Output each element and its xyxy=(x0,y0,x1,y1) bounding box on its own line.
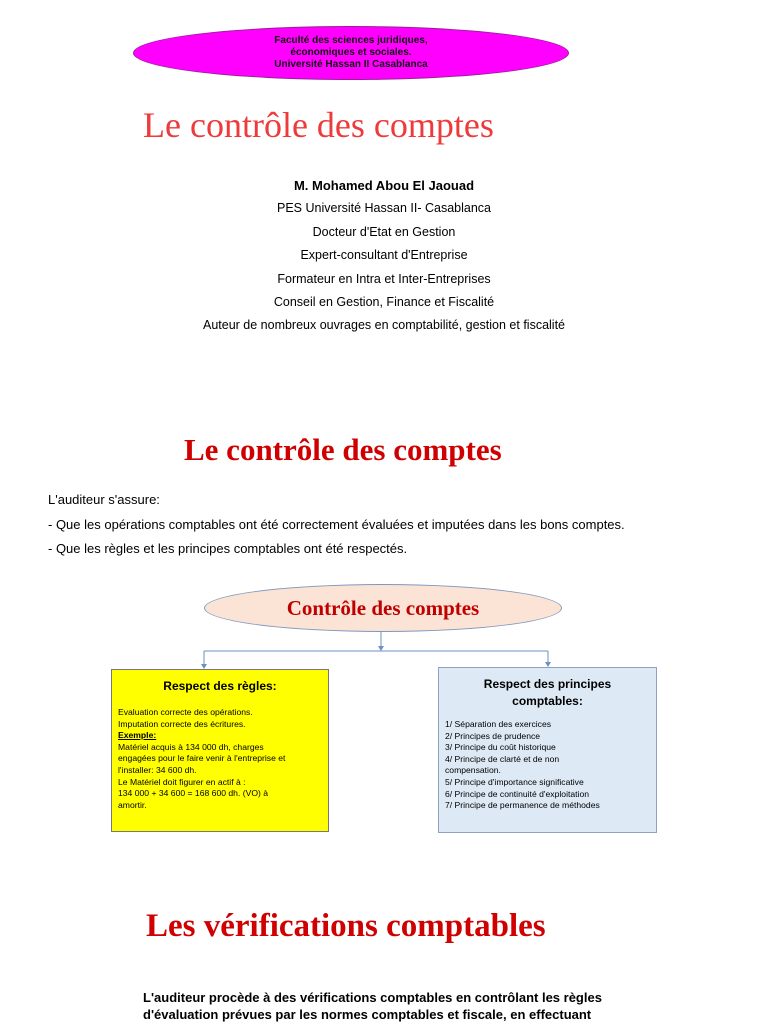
institution-line-1: Faculté des sciences juridiques, xyxy=(274,35,428,46)
rules-box xyxy=(111,669,329,832)
principle-item-6: 6/ Principe de continuité d'exploitation xyxy=(445,788,590,799)
principle-item-4-cont: compensation. xyxy=(445,765,501,776)
author-line-5: Conseil en Gestion, Finance et Fiscalité xyxy=(273,295,495,310)
section1-bullet-2: - Que les règles et les principes comptables ont été respectés. xyxy=(48,541,408,556)
author-line-2: Docteur d'Etat en Gestion xyxy=(312,224,456,239)
section2-text xyxy=(143,989,602,1023)
institution-line-2: économiques et sociales. xyxy=(290,47,412,58)
section1-bullet-1: - Que les opérations comptables ont été correctement évaluées et imputées dans les bons comptes. xyxy=(48,517,625,532)
author-line-3: Expert-consultant d'Entreprise xyxy=(300,248,468,263)
author-line-6: Auteur de nombreux ouvrages en comptabilité, gestion et fiscalité xyxy=(202,318,565,333)
principle-item-4: 4/ Principe de clarté et de non xyxy=(445,753,560,764)
example-line-5: 134 000 + 34 600 = 168 600 dh. (VO) à xyxy=(118,788,269,799)
rules-line-2: Imputation correcte des écritures. xyxy=(118,718,246,729)
rules-box-title: Respect des règles: xyxy=(163,679,277,693)
example-line-4: Le Matériel doit figurer en actif à : xyxy=(118,776,246,787)
example-line-6: amortir. xyxy=(118,799,147,810)
principle-item-7: 7/ Principe de permanence de méthodes xyxy=(445,800,600,811)
section1-intro: L'auditeur s'assure: xyxy=(48,492,160,507)
principles-box-title xyxy=(445,676,650,710)
connector-root-arrow xyxy=(378,646,384,651)
section2-line-2: d'évaluation prévues par les normes comptables et fiscale, en effectuant xyxy=(143,1007,592,1022)
principles-title-line-2: comptables: xyxy=(512,694,583,708)
rules-line-1: Evaluation correcte des opérations. xyxy=(118,707,253,717)
section2-line-1: L'auditeur procède à des vérifications comptables en contrôlant les règles xyxy=(143,990,602,1005)
principles-title-line-1: Respect des principes xyxy=(483,677,612,691)
diagram-root-oval xyxy=(204,584,562,632)
principle-item-3: 3/ Principe du coût historique xyxy=(445,742,556,753)
principle-item-2: 2/ Principes de prudence xyxy=(445,730,541,741)
example-line-1: Matériel acquis à 134 000 dh, charges xyxy=(118,741,264,752)
author-line-1: PES Université Hassan II- Casablanca xyxy=(277,201,491,216)
principle-item-5: 5/ Principe d'importance significative xyxy=(445,776,584,787)
author-line-4: Formateur en Intra et Inter-Entreprises xyxy=(277,271,491,286)
principle-item-1: 1/ Séparation des exercices xyxy=(445,719,552,729)
author-name: M. Mohamed Abou El Jaouad xyxy=(293,178,475,193)
principles-box xyxy=(438,667,657,833)
institution-line-3: Université Hassan II Casablanca xyxy=(274,59,428,70)
example-line-2: engagées pour le faire venir à l'entreprise et xyxy=(118,753,286,764)
diagram-root-label: Contrôle des comptes xyxy=(286,595,480,620)
example-line-3: l'installer: 34 600 dh. xyxy=(118,764,197,775)
example-label: Exemple: xyxy=(118,730,157,741)
section1-title: Le contrôle des comptes xyxy=(184,432,502,467)
section2-title: Les vérifications comptables xyxy=(146,908,546,944)
main-title: Le contrôle des comptes xyxy=(143,105,494,145)
